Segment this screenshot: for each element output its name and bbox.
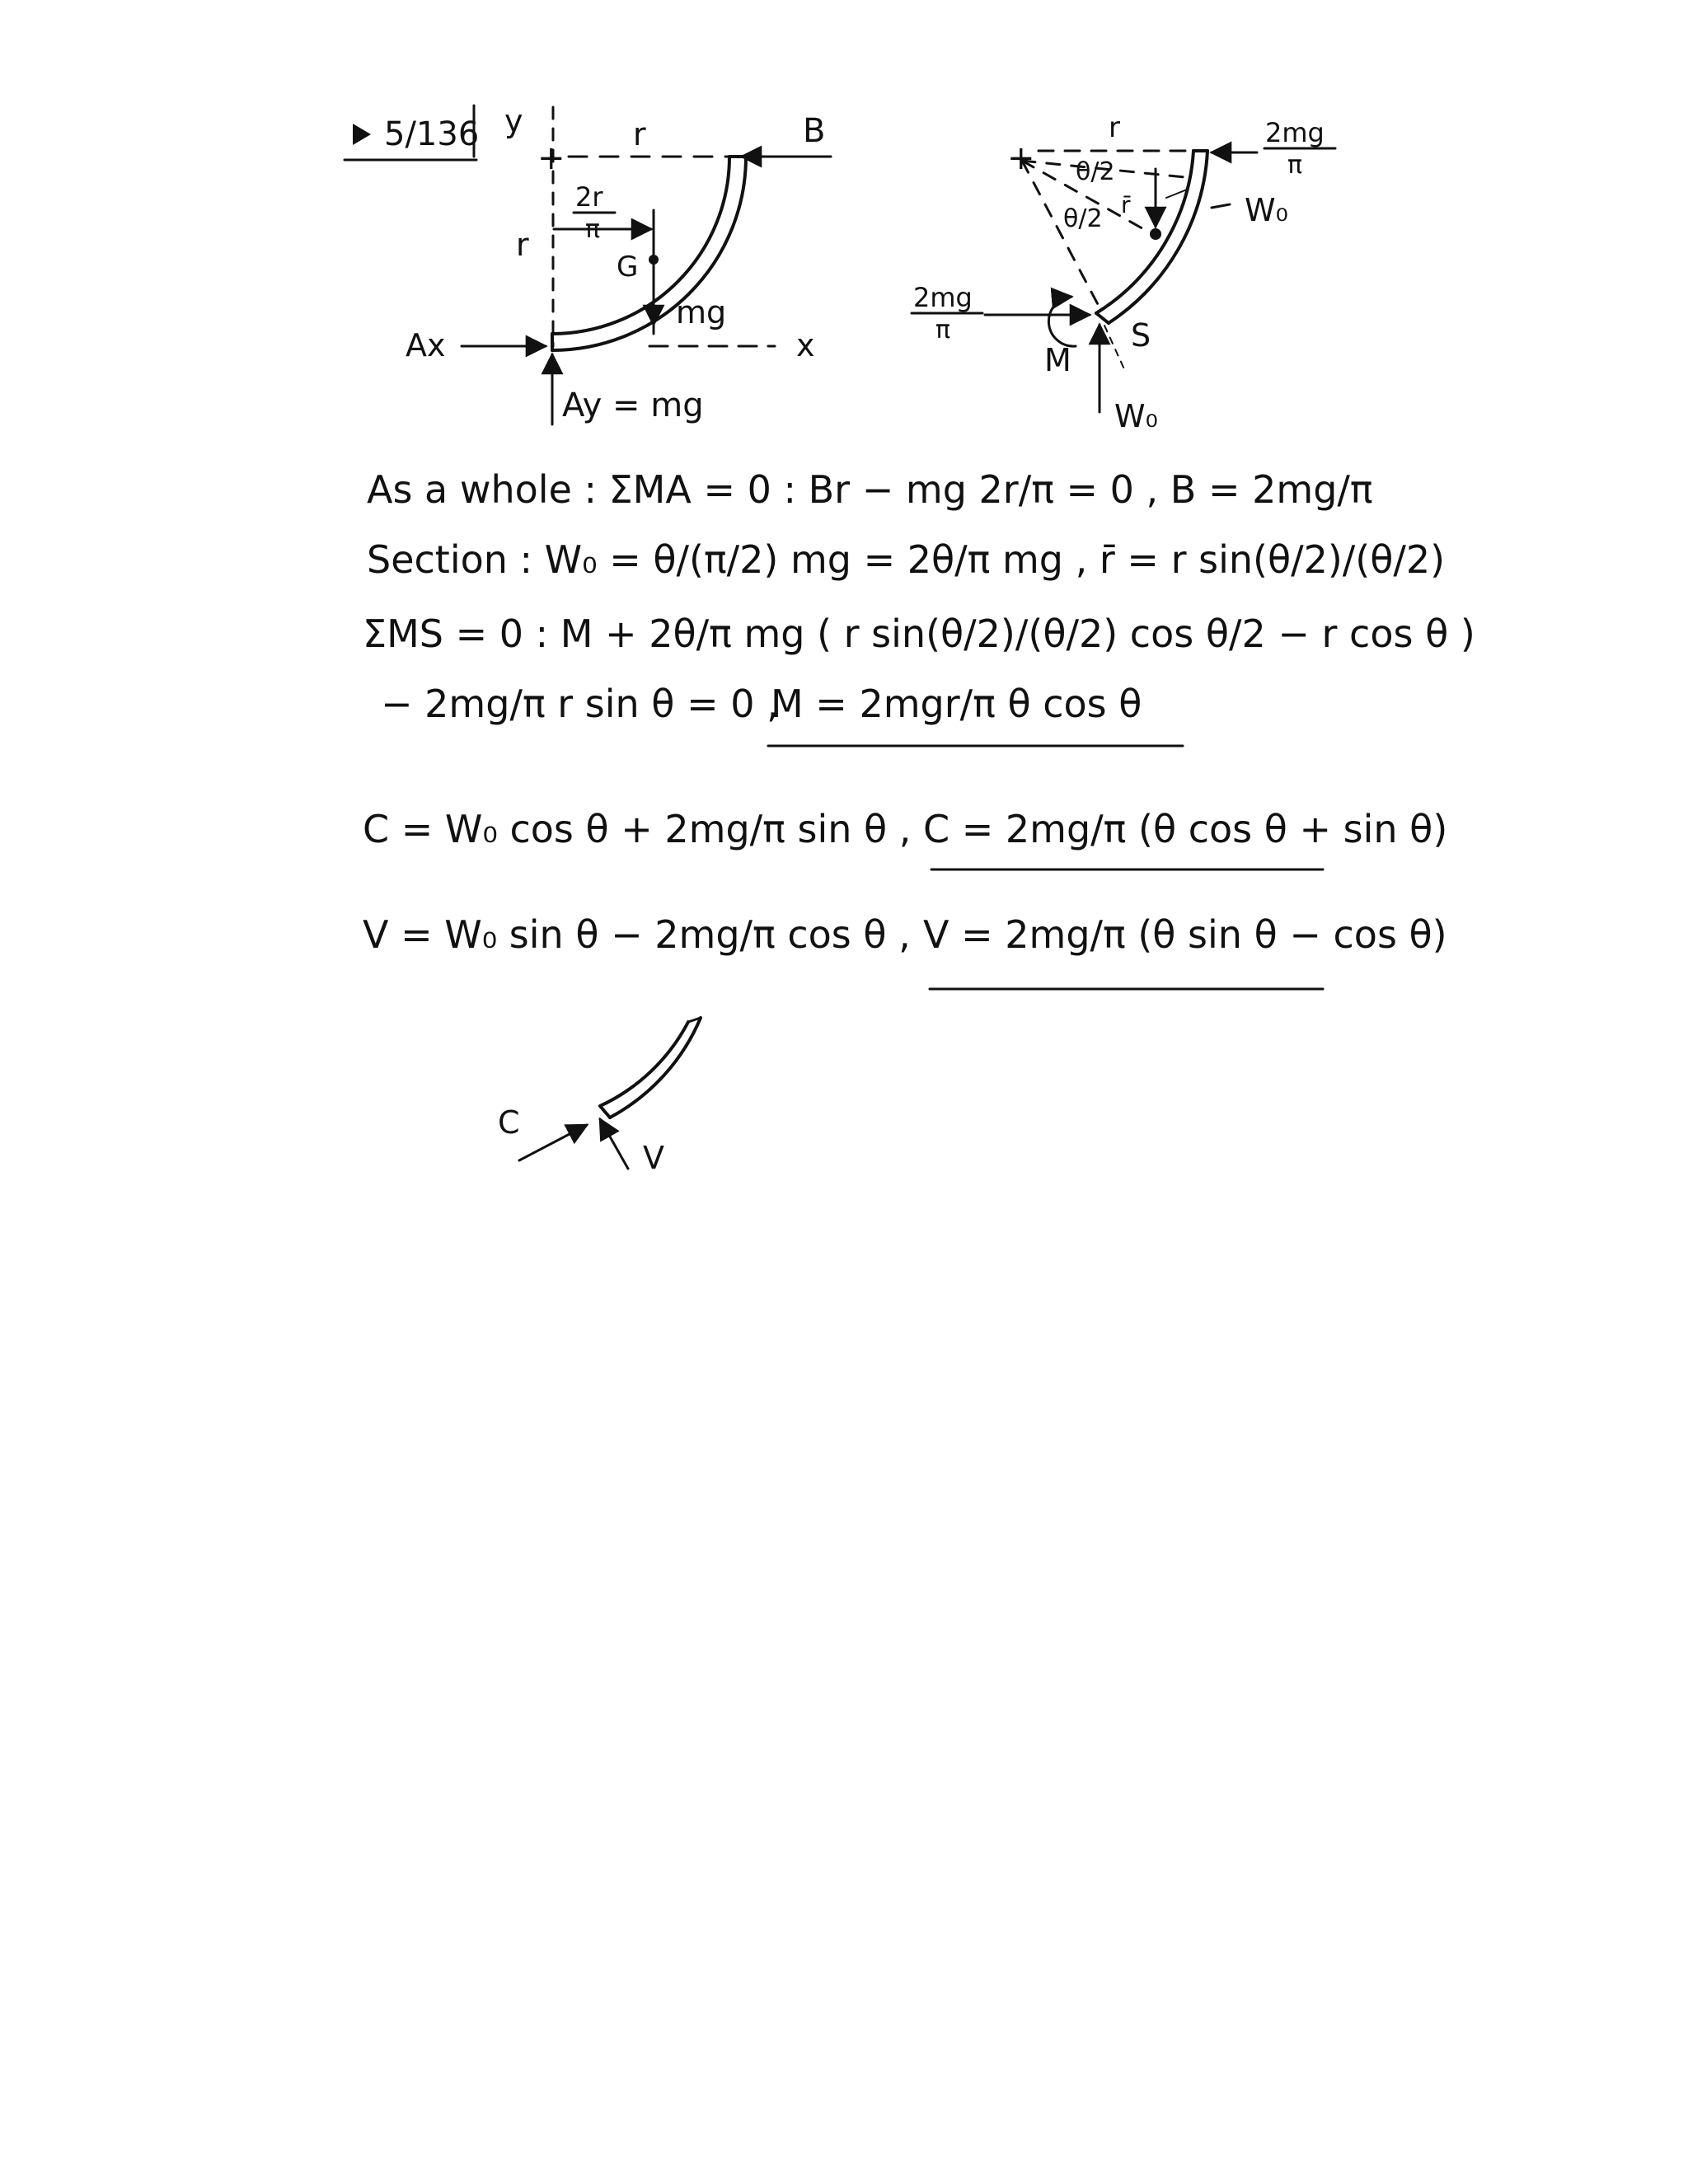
centroid-g-label: G (617, 251, 639, 284)
section-s-label: S (1131, 317, 1151, 354)
problem-arrow-icon (353, 124, 371, 145)
two-r-label: 2r (575, 181, 603, 213)
equations (363, 467, 1475, 989)
two-r-pi-label: π (585, 215, 601, 244)
equation-line-3: ΣMS = 0 : M + 2θ/π mg ( r sin(θ/2)/(θ/2) cos θ/2 − r cos θ ) (363, 612, 1475, 656)
sketch-c-arrow (519, 1125, 587, 1160)
fbd-section (912, 111, 1335, 434)
problem-number: 5/136 (384, 115, 480, 153)
equation-line-5a: C = W₀ cos θ + 2mg/π sin θ , (363, 807, 912, 851)
equation-line-1: As a whole : ΣMA = 0 : Br − mg 2r/π = 0 , B = 2mg/π (367, 467, 1373, 512)
half-angle-bottom-label: θ/2 (1063, 204, 1103, 233)
section-cut-sketch (498, 1018, 701, 1176)
sketch-c-label: C (498, 1104, 520, 1141)
y-axis-label: y (504, 103, 523, 139)
equation-line-4a: − 2mg/π r sin θ = 0 , (381, 682, 779, 726)
section-radius-label: r (1109, 111, 1120, 144)
moment-arrow (1048, 297, 1076, 346)
section-centroid-dot (1150, 228, 1161, 240)
section-top-force-den: π (1287, 151, 1303, 180)
problem-number-box (345, 105, 479, 160)
moment-m-label: M (1044, 342, 1071, 378)
force-ax-label: Ax (406, 327, 446, 363)
equation-line-4b: M = 2mgr/π θ cos θ (771, 682, 1142, 726)
equation-line-6a: V = W₀ sin θ − 2mg/π cos θ , (363, 912, 911, 957)
force-ay-label: Ay = mg (562, 387, 704, 424)
weight-mg-label: mg (676, 294, 727, 330)
radius-top-label: r (633, 116, 646, 152)
sketch-v-arrow (600, 1119, 628, 1169)
rbar-label: r̄ (1121, 191, 1131, 218)
equation-line-5b: C = 2mg/π (θ cos θ + sin θ) (923, 807, 1448, 851)
svg-text:+: + (537, 139, 565, 177)
centroid-g-dot (649, 255, 659, 265)
svg-text:+: + (1007, 139, 1035, 177)
section-w0-bottom-label: W₀ (1114, 398, 1158, 434)
equation-line-6b: V = 2mg/π (θ sin θ − cos θ) (923, 912, 1447, 957)
sketch-v-label: V (643, 1140, 664, 1176)
section-top-force-num: 2mg (1265, 117, 1325, 148)
x-axis-label: x (796, 327, 815, 363)
radius-left-label: r (516, 227, 529, 263)
section-left-force-den: π (935, 316, 951, 344)
section-left-force-num: 2mg (913, 282, 973, 313)
force-b-label: B (803, 112, 826, 150)
half-angle-top-label: θ/2 (1076, 157, 1115, 186)
section-w0-top-label: W₀ (1245, 192, 1288, 228)
equation-line-2: Section : W₀ = θ/(π/2) mg = 2θ/π mg , r̄ = r sin(θ/2)/(θ/2) (367, 537, 1446, 582)
